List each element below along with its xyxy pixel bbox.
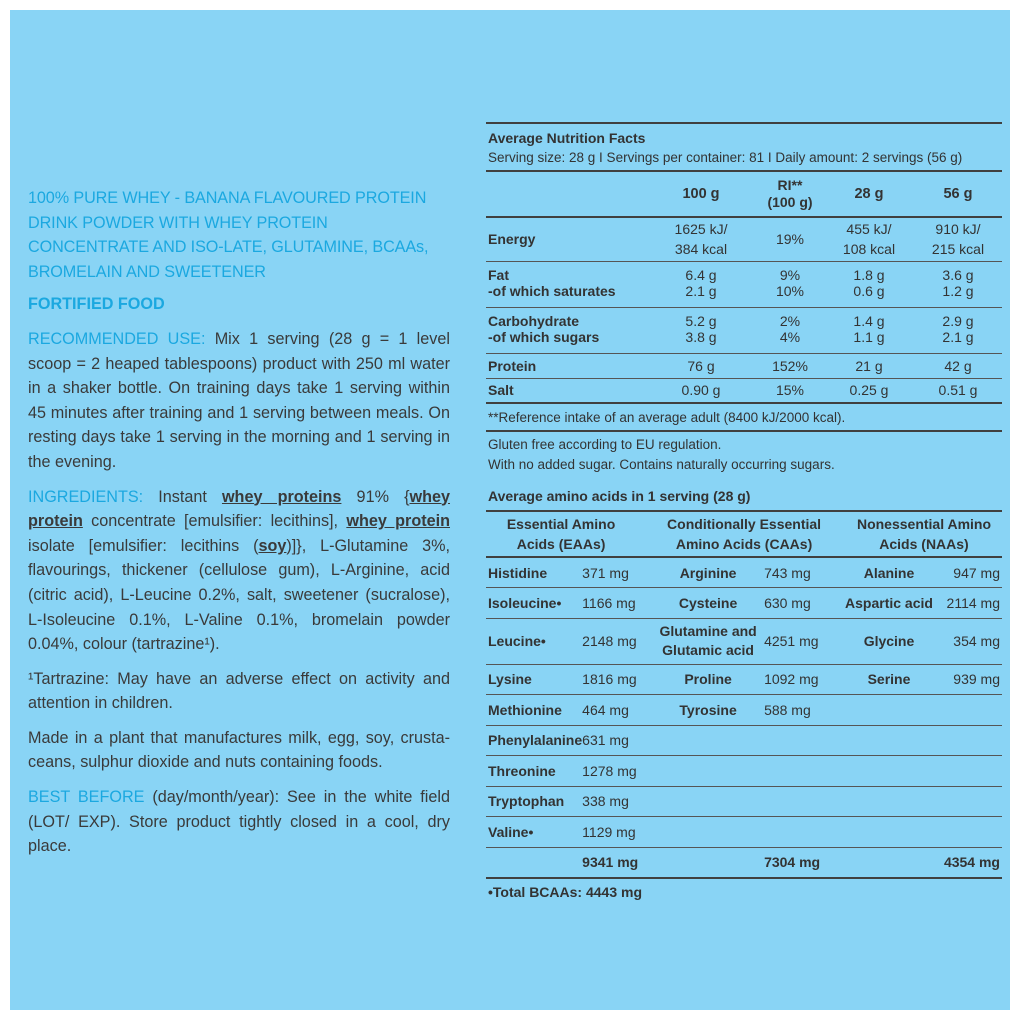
amino-totals-row	[486, 847, 1002, 878]
nutrient-value: 76 g	[646, 353, 756, 378]
amino-table	[486, 510, 1002, 879]
amino-name: Serine	[836, 664, 942, 695]
nutrition-row-sugars	[486, 329, 1002, 353]
header-cell: RI** (100 g)	[756, 171, 824, 217]
best-before	[28, 785, 450, 859]
nutrient-value: 910 kJ/ 215 kcal	[914, 217, 1002, 261]
nutrient-value: 1.8 g	[853, 267, 885, 283]
amino-name	[652, 786, 764, 817]
best-before-text: (day/month/year): See in the white field (LOT/ EXP). Store product tightly closed in a cool, dry place.	[28, 788, 450, 856]
nutrient-value: 4%	[756, 329, 824, 353]
recommended-use-text: Mix 1 serving (28 g = 1 level scoop = 2 heaped tablespoons) product with 250 ml water in a shaker bottle. On training days take 1 serving within 45 minutes after training and 1 serving between meals. On resting days take 1 serving in the morning and 1 serving in the evening.	[28, 329, 450, 471]
amino-value: 371 mg	[582, 557, 652, 588]
allergen-highlight: whey protein	[346, 512, 450, 531]
ri-note: **Reference intake of an average adult (8400 kJ/2000 kcal).	[488, 410, 846, 425]
nutrient-value: 0.90 g	[646, 378, 756, 403]
nutrition-row-energy	[486, 217, 1002, 261]
nutrition-row-protein	[486, 353, 1002, 378]
amino-name: Methionine	[486, 695, 582, 726]
ingredients-text: concentrate [emulsifier: lecithins],	[82, 512, 347, 531]
nutrient-value: 3.6 g	[942, 267, 974, 283]
amino-name: Tryptophan	[486, 786, 582, 817]
ingredients	[28, 485, 450, 657]
nutrient-value: 0.51 g	[914, 378, 1002, 403]
amino-row	[486, 664, 1002, 695]
nutrient-value: 6.4 g	[685, 267, 717, 283]
amino-name: Leucine•	[486, 618, 582, 664]
allergen-highlight: whey proteins	[221, 487, 342, 506]
header-cell: 100 g	[646, 171, 756, 217]
amino-value: 338 mg	[582, 786, 652, 817]
header-cell	[486, 171, 646, 217]
nutrient-value: 455 kJ/ 108 kcal	[824, 217, 914, 261]
totals-spacer	[836, 847, 942, 878]
eaa-total: 9341 mg	[582, 847, 652, 878]
totals-spacer	[486, 847, 582, 878]
ingredients-text: isolate [emulsifier: lecithins (	[28, 536, 259, 555]
nutrient-value: 9%	[779, 267, 801, 283]
amino-name: Alanine	[836, 557, 942, 588]
amino-row	[486, 756, 1002, 787]
nutrient-value: 15%	[756, 378, 824, 403]
amino-row	[486, 725, 1002, 756]
nutrient-value: 1.4 g	[853, 313, 885, 329]
bcaa-note: •Total BCAAs: 4443 mg	[488, 884, 643, 900]
amino-name: Isoleucine•	[486, 588, 582, 619]
amino-value: 1129 mg	[582, 817, 652, 848]
amino-name	[836, 817, 942, 848]
nutrition-table	[486, 170, 1002, 404]
amino-value	[764, 817, 836, 848]
amino-value	[764, 786, 836, 817]
amino-row	[486, 557, 1002, 588]
amino-name: Lysine	[486, 664, 582, 695]
nutrient-value: 0.25 g	[824, 378, 914, 403]
nutrient-name: Energy	[486, 217, 646, 261]
amino-value: 2148 mg	[582, 618, 652, 664]
allergen-highlight: soy	[258, 536, 287, 555]
amino-row	[486, 817, 1002, 848]
amino-name: Cysteine	[652, 588, 764, 619]
product-description	[28, 186, 450, 869]
amino-value	[942, 695, 1002, 726]
nutrition-row-salt	[486, 378, 1002, 403]
nutrient-value: 152%	[756, 353, 824, 378]
amino-value	[942, 817, 1002, 848]
nutrient-value: 1.2 g	[914, 283, 1002, 307]
nutrient-name: Carbohydrate	[488, 313, 580, 329]
amino-name	[652, 725, 764, 756]
nutrient-name: -of which sugars	[486, 329, 646, 353]
amino-value: 939 mg	[942, 664, 1002, 695]
amino-header-row	[486, 511, 1002, 557]
nutrition-row-saturates	[486, 283, 1002, 307]
nutrient-name: Fat	[488, 267, 509, 283]
amino-value: 4251 mg	[764, 618, 836, 664]
nutrition-header-row	[486, 171, 1002, 217]
amino-value: 2114 mg	[942, 588, 1002, 619]
amino-name: Aspartic acid	[836, 588, 942, 619]
nutrition-row-carbohydrate	[486, 307, 1002, 329]
amino-value	[942, 756, 1002, 787]
nutrient-value: 0.6 g	[824, 283, 914, 307]
ingredients-text: Instant	[143, 487, 222, 506]
amino-name	[836, 725, 942, 756]
nutrient-value: 2%	[779, 313, 801, 329]
nutrient-value: 19%	[756, 217, 824, 261]
naa-total: 4354 mg	[942, 847, 1002, 878]
amino-value: 354 mg	[942, 618, 1002, 664]
fortified-food-label: FORTIFIED FOOD	[28, 295, 165, 314]
allergen-note: Made in a plant that manufactures milk, egg, soy, crusta-ceans, sulphur dioxide and nuts containing foods.	[28, 728, 450, 772]
ri-note-rule	[486, 430, 1002, 432]
tartrazine-note: ¹Tartrazine: May have an adverse effect on activity and attention in children.	[28, 669, 450, 713]
amino-name: Glycine	[836, 618, 942, 664]
amino-value	[942, 725, 1002, 756]
header-cell: 28 g	[824, 171, 914, 217]
amino-value: 464 mg	[582, 695, 652, 726]
product-title: 100% PURE WHEY - BANANA FLAVOURED PROTEIN DRINK POWDER WITH WHEY PROTEIN CONCENTRATE AND ISO-LATE, GLUTAMINE, BCAAs, BROMELAIN AND SWEETENER	[28, 189, 429, 281]
caa-header: Conditionally Essential Amino Acids (CAAs)	[652, 511, 836, 557]
amino-name: Histidine	[486, 557, 582, 588]
nutrient-value: 42 g	[914, 353, 1002, 378]
naa-header: Nonessential Amino Acids (NAAs)	[836, 511, 1002, 557]
amino-name: Valine•	[486, 817, 582, 848]
allergen-highlight: whey protein	[28, 487, 450, 531]
sugar-note: With no added sugar. Contains naturally occurring sugars.	[488, 457, 835, 472]
amino-value: 743 mg	[764, 557, 836, 588]
nutrient-value: 10%	[756, 283, 824, 307]
nutrition-top-rule	[486, 122, 1002, 124]
amino-value: 630 mg	[764, 588, 836, 619]
recommended-use	[28, 327, 450, 475]
nutrient-value: 21 g	[824, 353, 914, 378]
amino-value	[942, 786, 1002, 817]
amino-title: Average amino acids in 1 serving (28 g)	[488, 488, 751, 504]
amino-row	[486, 695, 1002, 726]
amino-name: Proline	[652, 664, 764, 695]
nutrition-row-fat	[486, 261, 1002, 283]
ingredients-text: 91% {	[341, 487, 410, 506]
amino-value: 631 mg	[582, 725, 652, 756]
amino-name: Arginine	[652, 557, 764, 588]
amino-name	[836, 695, 942, 726]
nutrient-value: 2.9 g	[942, 313, 974, 329]
amino-name: Phenylalanine	[486, 725, 582, 756]
amino-name: Tyrosine	[652, 695, 764, 726]
amino-name	[836, 786, 942, 817]
best-before-label: BEST BEFORE	[28, 788, 145, 807]
amino-row	[486, 588, 1002, 619]
recommended-use-label: RECOMMENDED USE:	[28, 329, 206, 348]
amino-value: 947 mg	[942, 557, 1002, 588]
amino-name	[652, 817, 764, 848]
ingredients-text: )]}, L-Glutamine 3%, flavourings, thickener (cellulose gum), L-Arginine, acid (citric acid), L-Leucine 0.2%, salt, sweetener (sucralose), L-Isoleucine 0.1%, L-Valine 0.1%, bromelain powder 0.04%, colour (tartrazine¹).	[28, 536, 450, 654]
nutrient-value: 3.8 g	[646, 329, 756, 353]
amino-value: 1166 mg	[582, 588, 652, 619]
amino-name	[652, 756, 764, 787]
header-cell: 56 g	[914, 171, 1002, 217]
nutrient-value: 2.1 g	[646, 283, 756, 307]
serving-info: Serving size: 28 g I Servings per container: 81 I Daily amount: 2 servings (56 g)	[488, 150, 963, 165]
gluten-note: Gluten free according to EU regulation.	[488, 437, 722, 452]
nutrient-value: 1625 kJ/ 384 kcal	[646, 217, 756, 261]
amino-value: 1278 mg	[582, 756, 652, 787]
amino-value: 1092 mg	[764, 664, 836, 695]
ingredients-label: INGREDIENTS:	[28, 487, 144, 506]
nutrient-name: Protein	[486, 353, 646, 378]
nutrient-value: 5.2 g	[685, 313, 717, 329]
amino-name: Glutamine and Glutamic acid	[652, 618, 764, 664]
nutrient-value: 2.1 g	[914, 329, 1002, 353]
amino-value: 588 mg	[764, 695, 836, 726]
eaa-header: Essential Amino Acids (EAAs)	[486, 511, 652, 557]
amino-name	[836, 756, 942, 787]
amino-value	[764, 756, 836, 787]
nutrient-name: -of which saturates	[486, 283, 646, 307]
amino-value	[764, 725, 836, 756]
amino-row	[486, 786, 1002, 817]
amino-name: Threonine	[486, 756, 582, 787]
totals-spacer	[652, 847, 764, 878]
nutrient-value: 1.1 g	[824, 329, 914, 353]
caa-total: 7304 mg	[764, 847, 836, 878]
nutrition-title: Average Nutrition Facts	[488, 130, 646, 146]
nutrient-name: Salt	[486, 378, 646, 403]
amino-value: 1816 mg	[582, 664, 652, 695]
amino-row	[486, 618, 1002, 664]
